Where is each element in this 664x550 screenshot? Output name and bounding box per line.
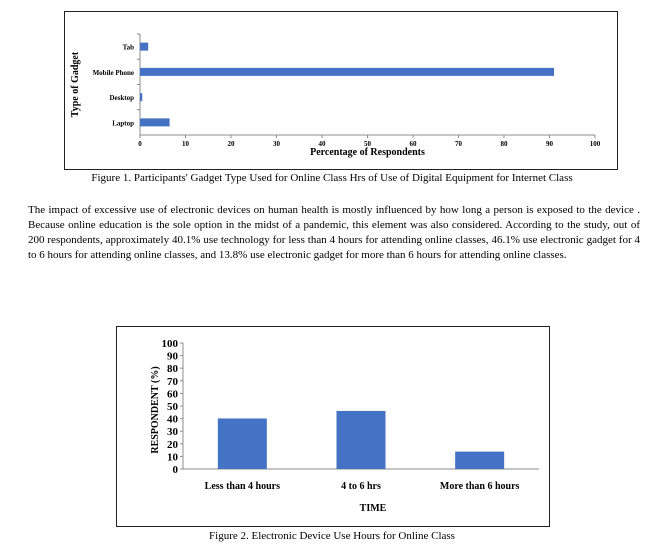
x-axis-title: Percentage of Respondents [310,147,425,158]
y-tick-label: 70 [167,375,178,388]
x-tick-label: More than 6 hours [439,481,520,492]
x-tick-label: 90 [546,140,553,148]
figure-1-caption: Figure 1. Participants' Gadget Type Used for Online Class Hrs of Use of Digital Equipment for Internet Class [91,172,573,184]
x-tick-label: 100 [589,140,601,148]
y-tick-label: 90 [167,350,178,363]
bar-desktop [140,93,142,101]
y-tick-label: Mobile Phone [92,68,134,77]
x-tick-label: 70 [455,140,462,148]
x-axis-title: TIME [359,503,387,514]
x-tick-label: 30 [273,140,280,148]
x-tick-label: Less than 4 hours [204,481,280,492]
y-tick-label: 100 [161,338,178,350]
bar-4-to-6-hrs [337,411,386,469]
gadget-type-bar-chart [65,12,617,169]
body-paragraph: The impact of excessive use of electronic devices on human health is mostly influenced by how long a person is exposed to the device . Because online education is the sole option in the midst of a pandemic, this element was also considered. According to the study, out of 200 respondents, approximately 40.1% use technology for less than 4 hours for attending online classes, 46.1% use electronic gadget for 4 to 6 hours for attending online classes, and 13.8% use electronic gadget for more than 6 hours for attending online classes. [28,204,640,261]
y-tick-label: 10 [167,451,178,464]
x-tick-label: 10 [182,140,189,148]
bar-more-than-6-hours [455,452,504,469]
y-tick-label: 60 [167,388,178,401]
x-tick-label: 40 [318,140,326,148]
bar-tab [140,43,148,51]
y-tick-label: Desktop [109,94,134,103]
x-tick-label: 0 [138,140,142,148]
bar-less-than-4-hours [218,418,267,469]
figure-2-caption: Figure 2. Electronic Device Use Hours for Online Class [209,530,455,542]
bar-laptop [140,118,170,126]
bar-mobile-phone [140,68,554,76]
x-tick-label: 50 [364,140,371,148]
usage-hours-bar-chart [117,327,549,526]
x-tick-label: 80 [500,140,508,148]
figure-2-chart [116,326,550,527]
y-axis-title: Type of Gadget [70,51,81,118]
y-tick-label: Laptop [112,119,134,128]
figure-1-chart [64,11,618,170]
y-tick-label: 40 [167,413,178,426]
y-tick-label: 80 [167,363,178,376]
x-tick-label: 20 [227,140,235,148]
y-tick-label: 20 [167,438,178,451]
y-tick-label: 50 [167,401,178,413]
y-tick-label: 30 [167,426,178,439]
y-tick-label: Tab [122,43,134,52]
x-tick-label: 60 [409,140,417,148]
y-tick-label: 0 [172,464,178,476]
y-axis-title: RESPONDENT (%) [150,366,161,454]
x-tick-label: 4 to 6 hrs [341,481,381,492]
